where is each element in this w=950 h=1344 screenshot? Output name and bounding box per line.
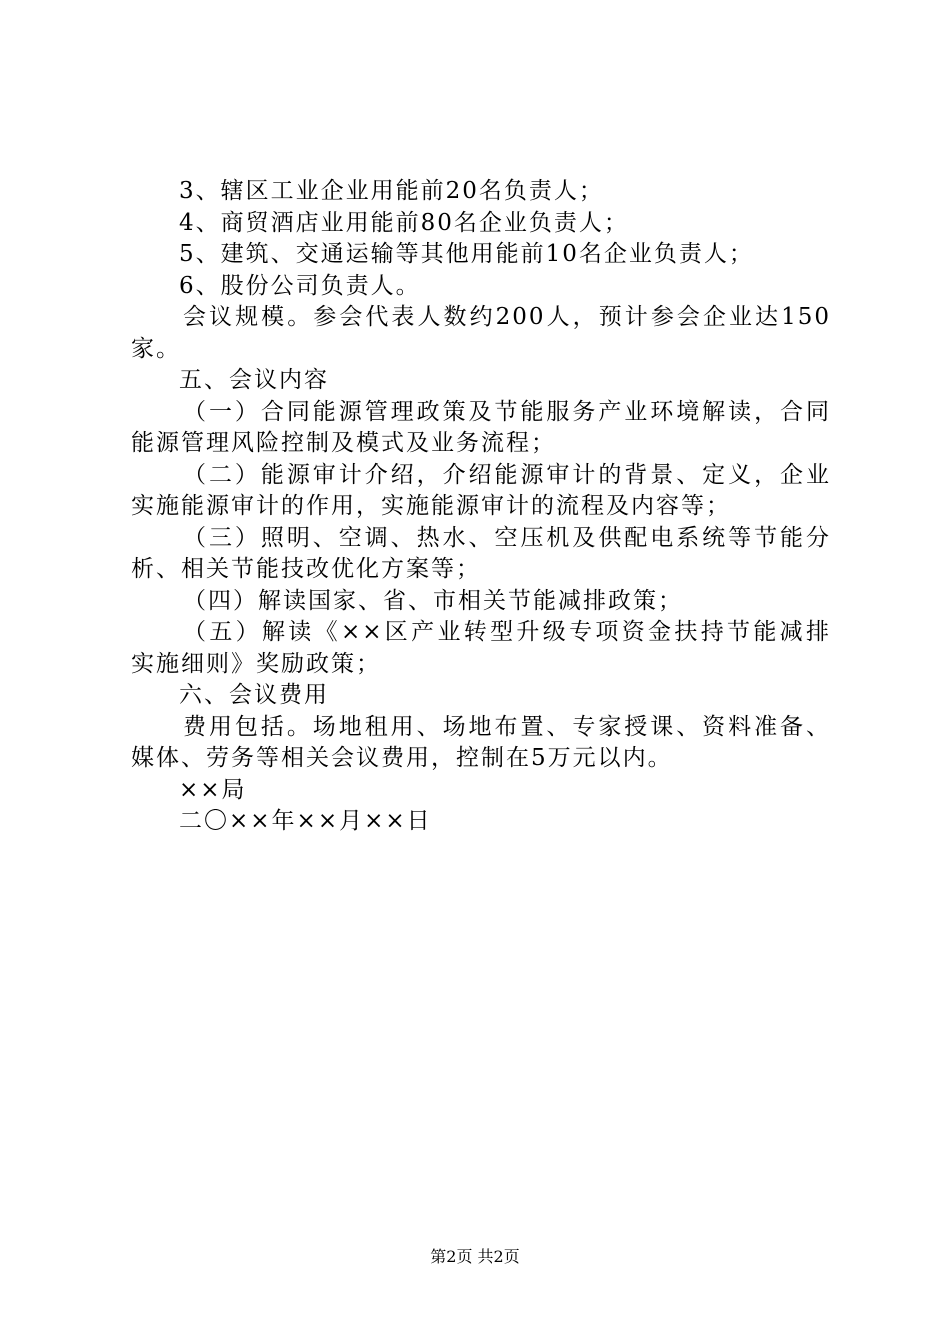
content-item-3-line-2: 析、相关节能技改优化方案等； xyxy=(131,556,481,582)
content-item-2-line-2: 实施能源审计的作用，实施能源审计的流程及内容等； xyxy=(131,493,731,519)
meeting-scale-line-2: 家。 xyxy=(131,335,181,362)
content-item-5-line-2: 实施细则》奖励政策； xyxy=(131,650,381,677)
content-item-1-line-1: （一）合同能源管理政策及节能服务产业环境解读，合同 xyxy=(183,398,831,425)
meeting-scale-line-1: 会议规模。参会代表人数约200人，预计参会企业达150 xyxy=(183,304,831,330)
content-item-4: （四）解读国家、省、市相关节能减排政策； xyxy=(183,587,683,614)
content-item-1-line-2: 能源管理风险控制及模式及业务流程； xyxy=(131,430,556,456)
content-item-3-line-1: （三）照明、空调、热水、空压机及供配电系统等节能分 xyxy=(183,524,831,551)
section-heading-fees: 六、会议费用 xyxy=(179,682,329,708)
attendee-item-5: 5、建筑、交通运输等其他用能前10名企业负责人； xyxy=(179,241,754,267)
section-heading-content: 五、会议内容 xyxy=(179,367,329,393)
issue-date: 二〇××年××月××日 xyxy=(179,808,432,834)
issuer-name: ××局 xyxy=(179,776,247,803)
page-number-footer: 第2页 共2页 xyxy=(430,1247,520,1266)
document-body xyxy=(131,176,831,838)
attendee-item-6: 6、股份公司负责人。 xyxy=(179,272,421,299)
attendee-item-4: 4、商贸酒店业用能前80名企业负责人； xyxy=(179,209,629,236)
content-item-2-line-1: （二）能源审计介绍，介绍能源审计的背景、定义，企业 xyxy=(183,461,831,488)
fees-line-1: 费用包括。场地租用、场地布置、专家授课、资料准备、 xyxy=(183,713,831,740)
content-item-5-line-1: （五）解读《××区产业转型升级专项资金扶持节能减排 xyxy=(183,619,831,645)
fees-line-2: 媒体、劳务等相关会议费用，控制在5万元以内。 xyxy=(131,745,673,771)
attendee-item-3: 3、辖区工业企业用能前20名负责人； xyxy=(179,178,604,204)
